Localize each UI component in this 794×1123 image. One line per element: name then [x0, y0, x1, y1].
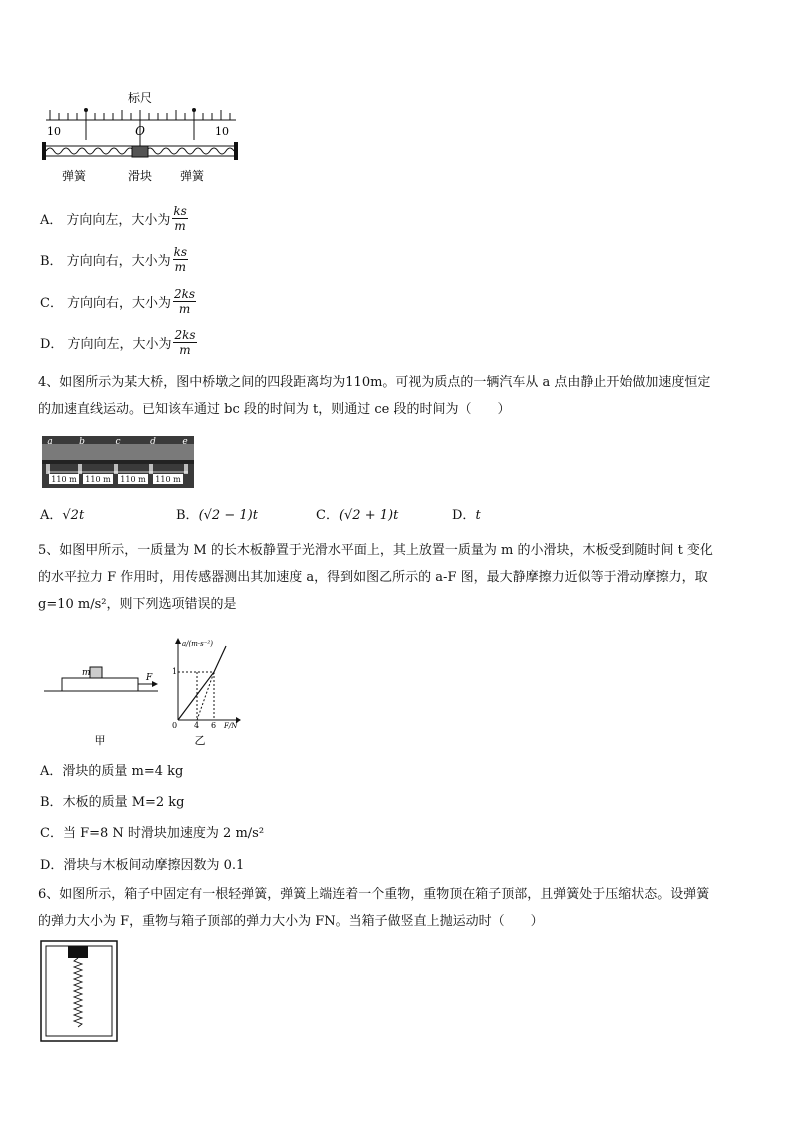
- q3-option-b[interactable]: [40, 245, 188, 274]
- option-key: C．: [40, 296, 63, 311]
- q6-line-1: 6、如图所示，箱子中固定有一根轻弹簧，弹簧上端连着一个重物，重物顶在箱子顶部，且弹簧处于压缩状态。设弹簧: [38, 887, 710, 902]
- ruler-left-tick-label: 10: [47, 125, 61, 138]
- segment-label-cd: 110 m: [120, 475, 146, 484]
- option-text: 方向向左，大小为: [67, 337, 172, 352]
- q5-option-d[interactable]: D．滑块与木板间动摩擦因数为 0.1: [40, 858, 245, 873]
- q4-stem: [38, 369, 758, 423]
- option-text: 方向向左，大小为: [66, 213, 171, 228]
- force-label: F: [146, 673, 153, 683]
- option-text: 方向向右，大小为: [66, 296, 171, 311]
- option-key: A．: [40, 213, 63, 228]
- q3-option-d[interactable]: [40, 328, 197, 357]
- board-block-figure: [40, 660, 170, 750]
- right-spring: [146, 148, 234, 154]
- segment-label-ab: 110 m: [51, 475, 77, 484]
- y-axis-label: a/(m·s⁻²): [182, 640, 213, 648]
- compressed-spring: [74, 958, 82, 1027]
- x-tick-4: 4: [194, 721, 200, 730]
- weight-block: [68, 946, 88, 958]
- a-f-curve: [178, 646, 226, 720]
- x-tick-6: 6: [211, 721, 217, 730]
- box-spring-figure: [40, 940, 120, 1044]
- spring-right-label: 弹簧: [179, 169, 205, 183]
- spring-left-label: 弹簧: [61, 169, 87, 183]
- bridge-figure: [42, 436, 194, 488]
- q4-choice-c[interactable]: C．(√2 + 1)t: [316, 508, 399, 523]
- q5-option-b[interactable]: B．木板的质量 M=2 kg: [40, 795, 185, 810]
- bridge-point-d: d: [150, 437, 156, 447]
- ruler-right-tick-label: 10: [215, 125, 229, 138]
- q5-option-a[interactable]: A．滑块的质量 m=4 kg: [40, 764, 184, 779]
- q4-line-2: 的加速直线运动。已知该车通过 bc 段的时间为 t，则通过 ce 段的时间为（ ）: [38, 402, 511, 417]
- q4-choice-a[interactable]: A．√2t: [40, 508, 85, 523]
- a-f-graph: [166, 634, 246, 750]
- q5-line-3: g=10 m/s²，则下列选项错误的是: [38, 597, 237, 612]
- fraction: $\frac{ks}{m}$: [173, 245, 188, 274]
- q3-option-c[interactable]: [40, 287, 196, 316]
- segment-label-de: 110 m: [155, 475, 181, 484]
- q4-line-1: 4、如图所示为某大桥，图中桥墩之间的四段距离均为110m。可视为质点的一辆汽车从 a 点由静止开始做加速度恒定: [38, 375, 711, 390]
- q5-line-2: 的水平拉力 F 作用时，用传感器测出其加速度 a，得到如图乙所示的 a-F 图，最大静摩擦力近似等于滑动摩擦力，取: [38, 570, 708, 585]
- option-key: B．: [40, 254, 63, 269]
- q4-choice-b[interactable]: B．(√2 − 1)t: [176, 508, 258, 523]
- block-label: m: [82, 668, 91, 678]
- q5-stem: [38, 537, 758, 618]
- bridge-point-c: c: [115, 437, 121, 447]
- option-key: D．: [40, 337, 64, 352]
- option-text: 方向向右，大小为: [66, 254, 171, 269]
- slider-label: 滑块: [127, 169, 153, 183]
- fig-right-label: 乙: [194, 734, 206, 747]
- fraction: $\frac{ks}{m}$: [173, 204, 187, 233]
- fig-left-label: 甲: [94, 734, 106, 747]
- origin-label: 0: [172, 721, 178, 730]
- ruler-spring-figure: [38, 88, 248, 186]
- q3-option-a[interactable]: [40, 204, 188, 233]
- bridge-point-e: e: [182, 437, 188, 447]
- long-board: [62, 678, 138, 691]
- q5-option-c[interactable]: C．当 F=8 N 时滑块加速度为 2 m/s²: [40, 826, 265, 841]
- q6-line-2: 的弹力大小为 F，重物与箱子顶部的弹力大小为 FN。当箱子做竖直上抛运动时（ ）: [38, 914, 544, 929]
- q5-line-1: 5、如图甲所示，一质量为 M 的长木板静置于光滑水平面上，其上放置一质量为 m 的小滑块，木板受到随时间 t 变化: [38, 543, 713, 558]
- fraction: $\frac{2ks}{m}$: [173, 287, 196, 316]
- q4-choice-d[interactable]: D．t: [452, 508, 481, 523]
- segment-label-bc: 110 m: [85, 475, 111, 484]
- bridge-point-b: b: [79, 437, 85, 447]
- x-axis-label: F/N: [224, 722, 238, 730]
- small-block: [90, 667, 102, 678]
- slider-block: [132, 146, 148, 157]
- fraction: $\frac{2ks}{m}$: [174, 328, 196, 357]
- ruler-title: 标尺: [127, 91, 153, 105]
- left-spring: [46, 148, 134, 154]
- ruler-center-label: O: [135, 124, 145, 138]
- bridge-point-a: a: [47, 437, 53, 447]
- q6-stem: [38, 881, 758, 935]
- y-tick-1: 1: [172, 667, 178, 676]
